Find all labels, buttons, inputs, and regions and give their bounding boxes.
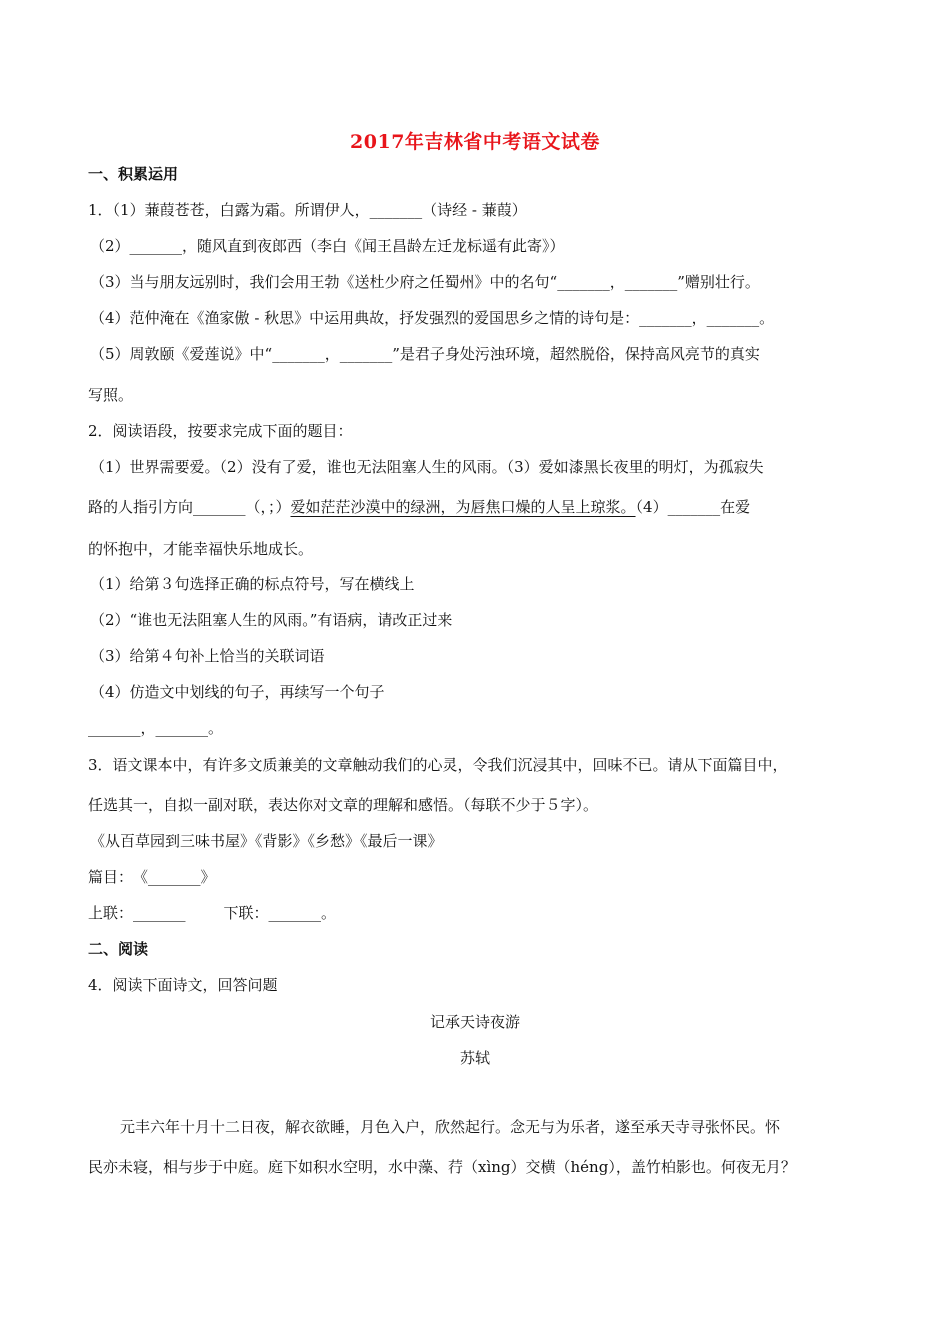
question-2-line-1: 2．阅读语段，按要求完成下面的题目： — [88, 422, 353, 440]
question-2-sub-1: （1）给第３句选择正确的标点符号，写在横线上 — [90, 575, 415, 593]
question-2-sub-4: （4）仿造文中划线的句子，再续写一个句子 — [90, 683, 385, 701]
question-1-line-2: （2）_______，随风直到夜郎西（李白《闻王昌龄左迁龙标遥有此寄》） — [90, 237, 565, 255]
question-2-answer-blank: _______，_______。 — [88, 719, 224, 737]
upper-couplet: 上联：_______ — [88, 904, 186, 922]
exam-title: 2017年吉林省中考语文试卷 — [350, 131, 600, 153]
underlined-sentence: 爱如茫茫沙漠中的绿洲，为唇焦口燥的人呈上琼浆。 — [290, 498, 636, 516]
question-2-line-2: （1）世界需要爱。（2）没有了爱，谁也无法阻塞人生的风雨。（3）爱如漆黑长夜里的明灯，为孤寂失 — [90, 458, 764, 476]
section-heading-reading: 二、阅读 — [88, 940, 149, 958]
question-2-line-3 — [88, 497, 750, 517]
section-heading-accumulation: 一、积累运用 — [88, 165, 179, 183]
question-4-line-1: 4．阅读下面诗文，回答问题 — [88, 976, 278, 994]
question-3-line-2: 任选其一，自拟一副对联，表达你对文章的理解和感悟。（每联不少于５字）。 — [88, 796, 599, 814]
question-2-sub-2: （2）“谁也无法阻塞人生的风雨。”有语病，请改正过来 — [90, 611, 453, 629]
question-2-line-3-start: 路的人指引方向_______（，；） — [88, 498, 291, 516]
question-3-titles: 《从百草园到三味书屋》《背影》《乡愁》《最后一课》 — [90, 832, 443, 850]
poem-author: 苏轼 — [459, 1049, 490, 1067]
question-3-line-1: 3．语文课本中，有许多文质兼美的文章触动我们的心灵，令我们沉浸其中，回味不已。请从下面篇目中， — [88, 756, 788, 774]
passage-line-1: 元丰六年十月十二日夜，解衣欲睡，月色入户，欣然起行。念无与为乐者，遂至承天寺寻张怀民。怀 — [120, 1118, 781, 1136]
question-3-chosen-title: 篇目： 《_______》 — [88, 868, 216, 886]
lower-couplet: 下联：_______。 — [223, 904, 337, 922]
question-1-line-3: （3）当与朋友远别时，我们会用王勃《送杜少府之任蜀州》中的名句“_______，_______”赠别壮行。 — [90, 273, 760, 291]
question-2-sub-3: （3）给第４句补上恰当的关联词语 — [90, 647, 325, 665]
question-1-line-6: 写照。 — [88, 386, 134, 404]
question-1-line-1: 1．（1）蒹葭苍苍，白露为霜。所谓伊人，_______（诗经 - 蒹葭） — [88, 201, 527, 219]
passage-line-2: 民亦未寝，相与步于中庭。庭下如积水空明，水中藻、荇（xìng）交横（héng），盖竹柏影也。何夜无月？ — [88, 1158, 796, 1176]
question-3-couplet — [88, 903, 336, 923]
poem-title: 记承天诗夜游 — [429, 1013, 520, 1031]
question-1-line-5: （5）周敦颐《爱莲说》中“_______，_______”是君子身处污浊环境，超然脱俗，保持高风亮节的真实 — [90, 345, 760, 363]
question-1-line-4: （4）范仲淹在《渔家傲 - 秋思》中运用典故，抒发强烈的爱国思乡之情的诗句是：_______，_______。 — [90, 309, 775, 327]
question-2-line-4: 的怀抱中，才能幸福快乐地成长。 — [88, 540, 314, 558]
question-2-line-3-end: （4）_______在爱 — [635, 498, 751, 516]
